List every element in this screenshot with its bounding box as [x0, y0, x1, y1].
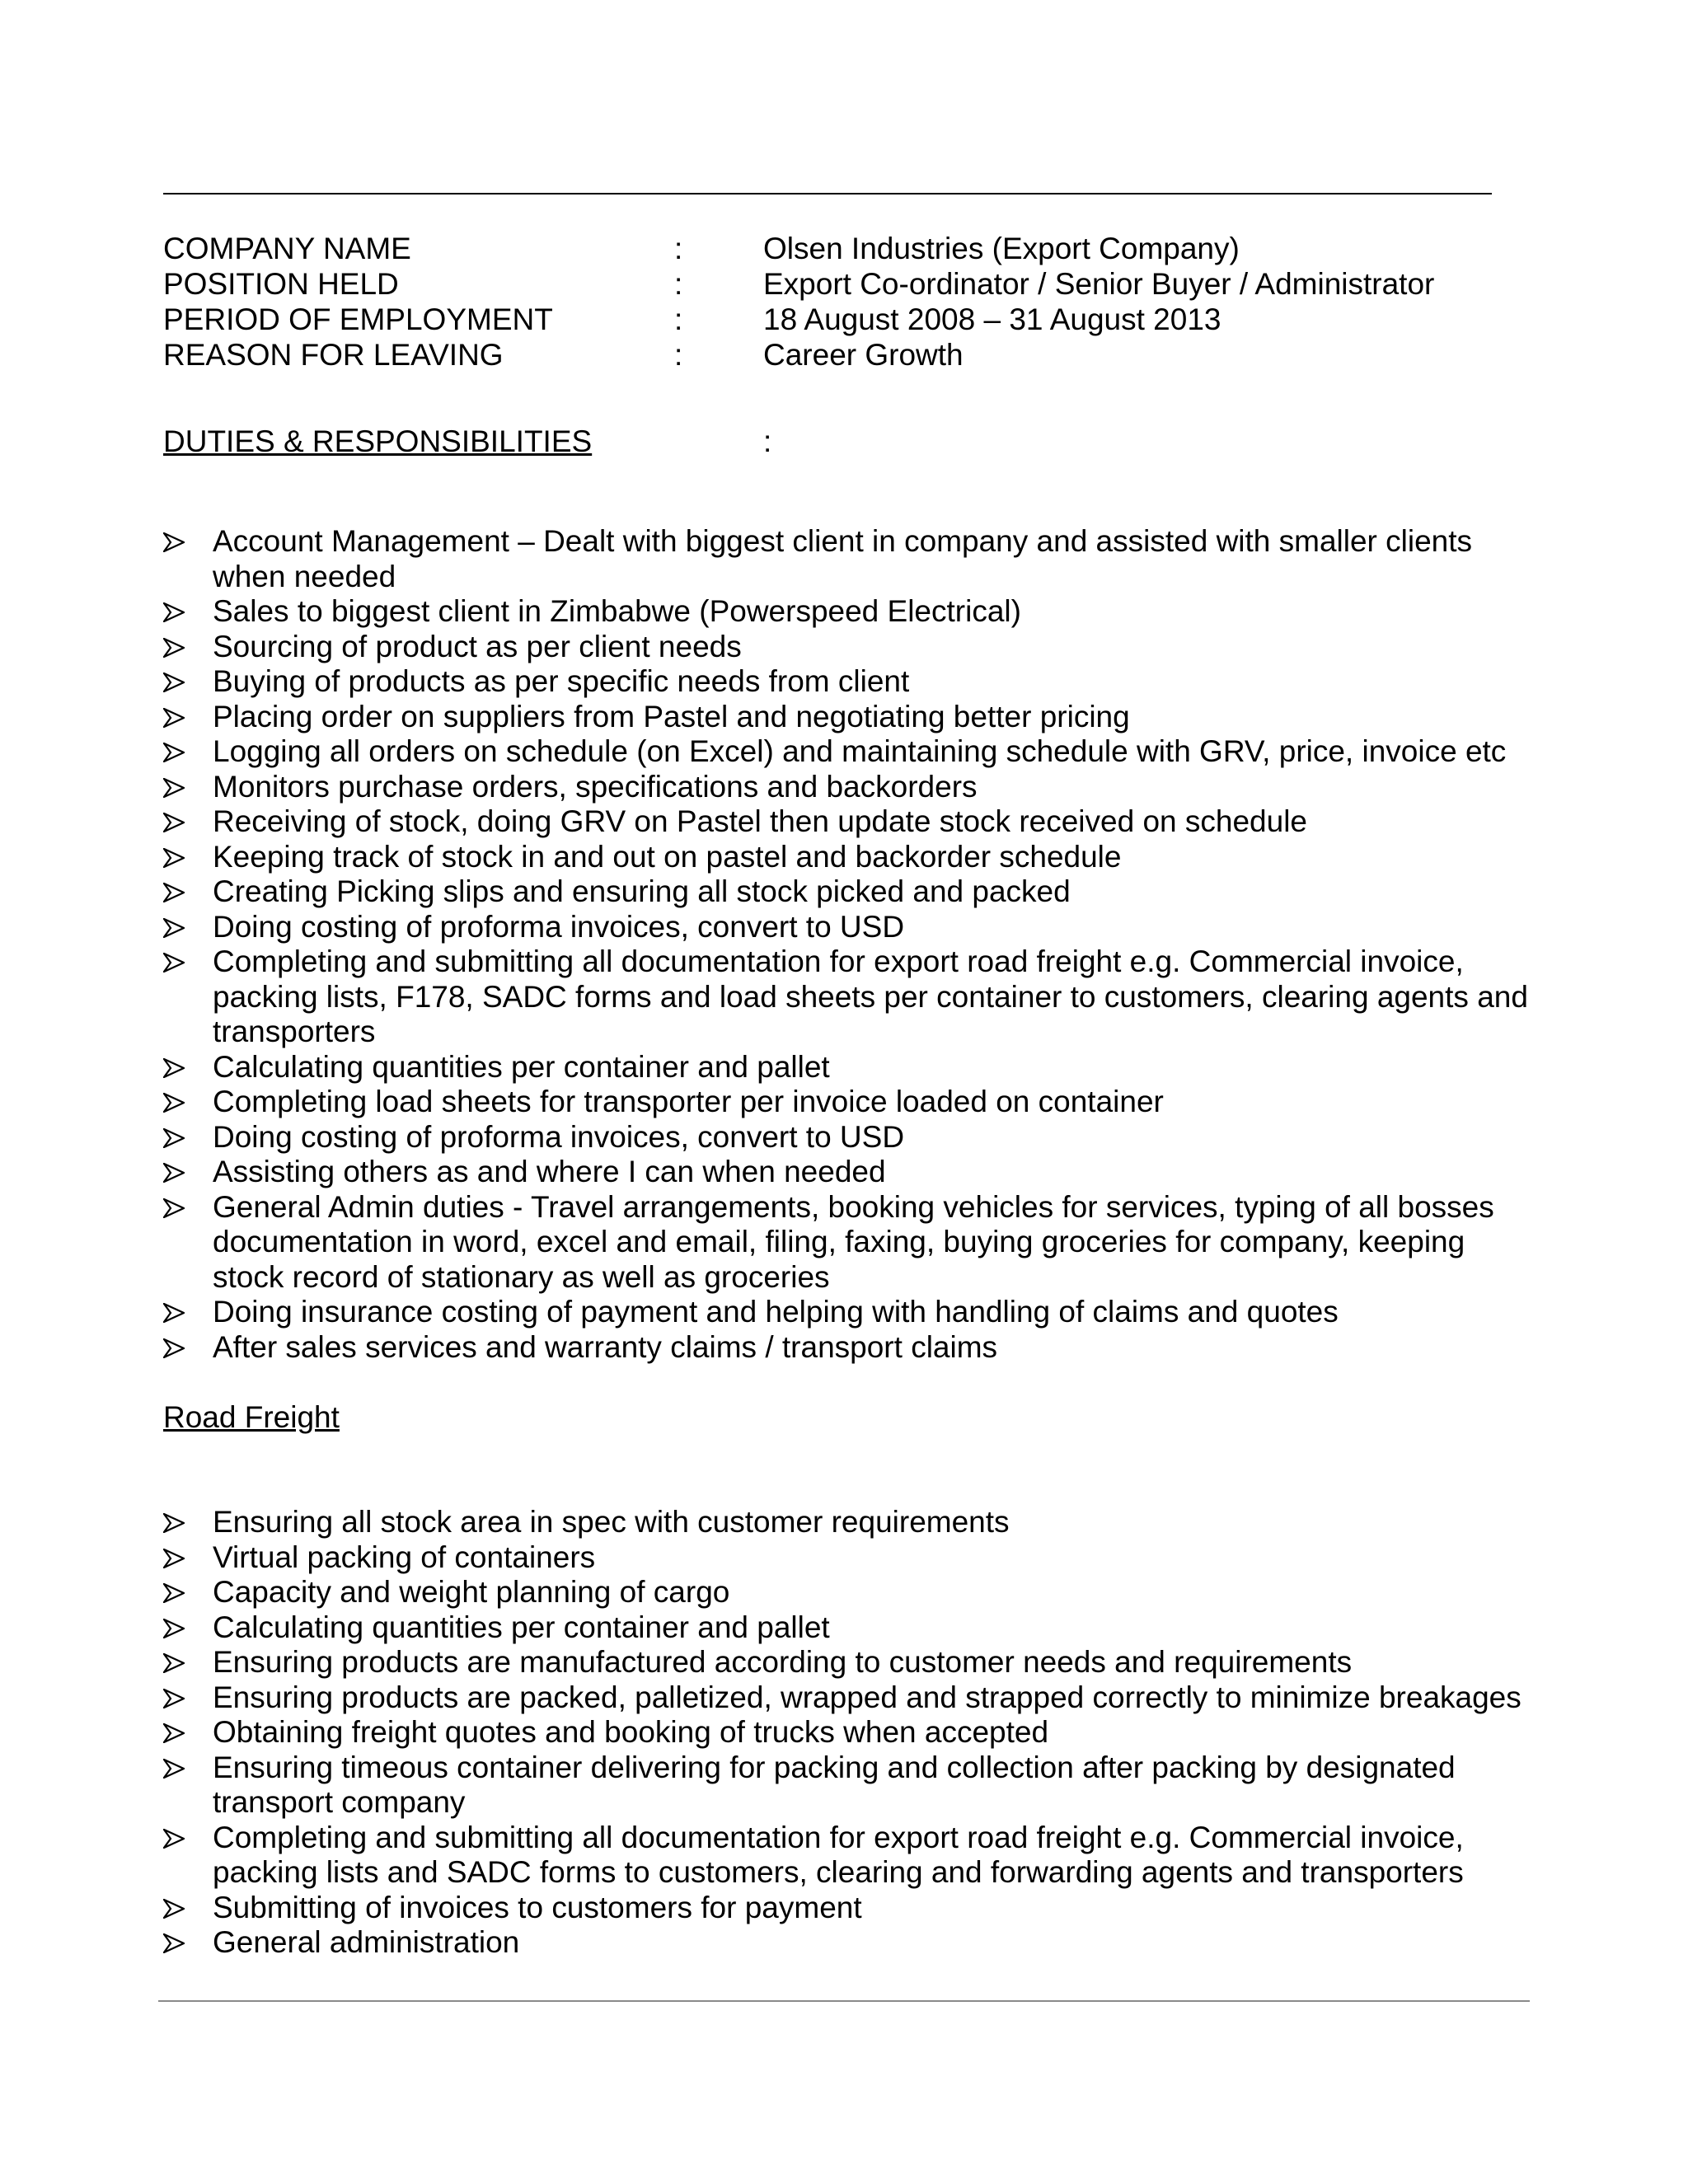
arrowhead-bullet-icon [163, 770, 188, 805]
list-item-text: Ensuring products are packed, palletized, wrapped and strapped correctly to minimize breakages [213, 1680, 1522, 1714]
list-item [163, 1085, 1531, 1120]
arrowhead-bullet-icon [163, 1540, 188, 1576]
list-item-text: Submitting of invoices to customers for payment [213, 1890, 862, 1924]
list-item-text: Sourcing of product as per client needs [213, 629, 742, 663]
list-item-text: Calculating quantities per container and pallet [213, 1610, 830, 1644]
arrowhead-bullet-icon [163, 1505, 188, 1540]
list-item-text: Buying of products as per specific needs from client [213, 664, 910, 698]
arrowhead-bullet-icon [163, 700, 188, 735]
list-item [163, 630, 1531, 665]
list-item [163, 1715, 1531, 1750]
top-divider [163, 193, 1492, 194]
list-item-text: Doing costing of proforma invoices, convert to USD [213, 1119, 905, 1154]
list-item-text: Monitors purchase orders, specifications and backorders [213, 769, 978, 804]
list-item [163, 700, 1531, 735]
arrowhead-bullet-icon [163, 944, 188, 980]
arrowhead-bullet-icon [163, 1050, 188, 1085]
arrowhead-bullet-icon [163, 804, 188, 840]
arrowhead-bullet-icon [163, 594, 188, 630]
arrowhead-bullet-icon [163, 1575, 188, 1610]
list-item-text: Logging all orders on schedule (on Excel) and maintaining schedule with GRV, price, invoice etc [213, 734, 1507, 768]
arrowhead-bullet-icon [163, 1891, 188, 1926]
arrowhead-bullet-icon [163, 910, 188, 945]
list-item [163, 1295, 1531, 1330]
list-item-text: Virtual packing of containers [213, 1540, 596, 1574]
arrowhead-bullet-icon [163, 1155, 188, 1190]
list-item-text: Creating Picking slips and ensuring all stock picked and packed [213, 874, 1071, 908]
reason-for-leaving-colon: : [674, 338, 683, 372]
arrowhead-bullet-icon [163, 1821, 188, 1856]
list-item-text: Doing insurance costing of payment and helping with handling of claims and quotes [213, 1295, 1339, 1329]
list-item [163, 874, 1531, 910]
arrowhead-bullet-icon [163, 664, 188, 700]
company-name-row [163, 231, 1523, 266]
list-item [163, 1891, 1531, 1926]
arrowhead-bullet-icon [163, 1925, 188, 1961]
arrowhead-bullet-icon [163, 840, 188, 875]
list-item [163, 1050, 1531, 1085]
position-held-label: POSITION HELD [163, 267, 399, 301]
list-item [163, 1120, 1531, 1155]
company-name-value: Olsen Industries (Export Company) [763, 232, 1240, 265]
list-item [163, 1680, 1531, 1716]
list-item [163, 1925, 1531, 1961]
employment-period-label: PERIOD OF EMPLOYMENT [163, 302, 553, 336]
duties-heading: DUTIES & RESPONSIBILITIES [163, 424, 593, 458]
list-item [163, 1821, 1531, 1891]
list-item [163, 1190, 1531, 1296]
employment-period-value: 18 August 2008 – 31 August 2013 [763, 302, 1221, 336]
list-item [163, 594, 1531, 630]
list-item-text: Obtaining freight quotes and booking of trucks when accepted [213, 1715, 1049, 1749]
list-item-text: Assisting others as and where I can when needed [213, 1155, 886, 1188]
list-item-text: Ensuring timeous container delivering for packing and collection after packing by designated transport company [213, 1750, 1456, 1819]
arrowhead-bullet-icon [163, 1715, 188, 1750]
road-freight-heading: Road Freight [163, 1400, 340, 1434]
arrowhead-bullet-icon [163, 1085, 188, 1120]
list-item-text: After sales services and warranty claims / transport claims [213, 1329, 998, 1364]
list-item [163, 944, 1531, 1050]
list-item-text: Ensuring all stock area in spec with customer requirements [213, 1505, 1010, 1539]
reason-for-leaving-row [163, 337, 1523, 373]
list-item [163, 1610, 1531, 1646]
road-freight-list [163, 1505, 1531, 1961]
arrowhead-bullet-icon [163, 1610, 188, 1646]
arrowhead-bullet-icon [163, 1295, 188, 1330]
reason-for-leaving-value: Career Growth [763, 338, 964, 372]
arrowhead-bullet-icon [163, 1645, 188, 1680]
list-item-text: Completing and submitting all documentation for export road freight e.g. Commercial invoice, packing lists, F178, SADC forms and load sheets per container to customers, clearing agents and transporters [213, 944, 1528, 1048]
arrowhead-bullet-icon [163, 1330, 188, 1366]
list-item-text: General Admin duties - Travel arrangements, booking vehicles for services, typing of all bosses documentation in word, excel and email, filing, faxing, buying groceries for company, keeping stock record of stationary as well as groceries [213, 1189, 1494, 1294]
list-item-text: Keeping track of stock in and out on pastel and backorder schedule [213, 839, 1122, 874]
arrowhead-bullet-icon [163, 1680, 188, 1716]
list-item [163, 1575, 1531, 1610]
employment-period-colon: : [674, 302, 683, 336]
list-item [163, 664, 1531, 700]
arrowhead-bullet-icon [163, 630, 188, 665]
list-item [163, 1155, 1531, 1190]
arrowhead-bullet-icon [163, 874, 188, 910]
position-held-colon: : [674, 267, 683, 301]
company-name-colon: : [674, 232, 683, 265]
list-item [163, 524, 1531, 594]
bottom-divider [158, 2000, 1530, 2002]
list-item [163, 1505, 1531, 1540]
list-item [163, 1330, 1531, 1366]
list-item [163, 910, 1531, 945]
reason-for-leaving-label: REASON FOR LEAVING [163, 338, 504, 372]
list-item [163, 770, 1531, 805]
list-item-text: Calculating quantities per container and pallet [213, 1049, 830, 1084]
list-item [163, 1750, 1531, 1821]
arrowhead-bullet-icon [163, 524, 188, 560]
arrowhead-bullet-icon [163, 1750, 188, 1786]
employment-info [163, 231, 1523, 373]
list-item-text: Completing load sheets for transporter per invoice loaded on container [213, 1085, 1164, 1118]
list-item [163, 840, 1531, 875]
list-item [163, 804, 1531, 840]
list-item-text: General administration [213, 1925, 520, 1959]
position-held-value: Export Co-ordinator / Senior Buyer / Administrator [763, 267, 1435, 301]
list-item-text: Completing and submitting all documentation for export road freight e.g. Commercial invoice, packing lists and SADC forms to customers, clearing and forwarding agents and transporters [213, 1820, 1464, 1889]
list-item-text: Receiving of stock, doing GRV on Pastel then update stock received on schedule [213, 804, 1308, 838]
list-item-text: Doing costing of proforma invoices, convert to USD [213, 909, 905, 944]
position-held-row [163, 266, 1523, 302]
arrowhead-bullet-icon [163, 1120, 188, 1155]
list-item-text: Ensuring products are manufactured according to customer needs and requirements [213, 1645, 1353, 1679]
list-item-text: Account Management – Dealt with biggest client in company and assisted with smaller clients when needed [213, 524, 1473, 593]
list-item [163, 734, 1531, 770]
list-item-text: Sales to biggest client in Zimbabwe (Powerspeed Electrical) [213, 594, 1021, 628]
employment-period-row [163, 302, 1523, 337]
list-item-text: Capacity and weight planning of cargo [213, 1575, 730, 1609]
list-item-text: Placing order on suppliers from Pastel and negotiating better pricing [213, 699, 1130, 733]
company-name-label: COMPANY NAME [163, 232, 411, 265]
duties-list [163, 524, 1531, 1365]
arrowhead-bullet-icon [163, 734, 188, 770]
arrowhead-bullet-icon [163, 1190, 188, 1226]
list-item [163, 1645, 1531, 1680]
list-item [163, 1540, 1531, 1576]
duties-heading-colon: : [763, 424, 772, 458]
